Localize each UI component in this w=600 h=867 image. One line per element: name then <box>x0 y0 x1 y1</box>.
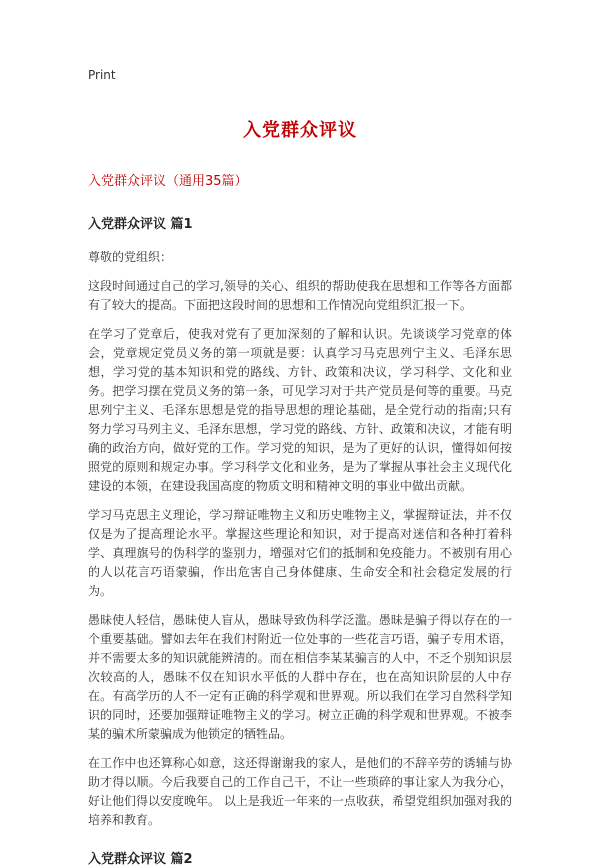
body-paragraph: 在工作中也还算称心如意，这还得谢谢我的家人，是他们的不辞辛劳的诱辅与协助才得以顺。今后我要自己的工作自己干，不让一些琐碎的事让家人为我分心，好让他们得以安度晚年。 以上是我近一年来的一点收获，希望党组织加强对我的培养和教育。 <box>88 756 512 827</box>
body-paragraph: 愚昧使人轻信，愚昧使人盲从，愚昧导致伪科学泛滥。愚昧是骗子得以存在的一个重要基础。譬如去年在我们村附近一位处事的一些花言巧语，骗子专用术语，并不需要太多的知识就能辨清的。而在相信李某某骗言的人中，不乏个别知识层次较高的人，愚昧不仅在知识水平低的人群中存在，也在高知识阶层的人中存在。有高学历的人不一定有正确的科学观和世界观。所以我们在学习自然科学知识的同时，还要加强辩证唯物主义的学习。树立正确的科学观和世界观。不被李某的骗术所蒙骗成为他锁定的牺牲品。 <box>88 613 512 741</box>
body-paragraph: 学习马克思主义理论，学习辩证唯物主义和历史唯物主义，掌握辩证法，并不仅仅是为了提高理论水平。掌握这些理论和知识，对于提高对迷信和各种打着科学、真理旗号的伪科学的鉴别力，增强对它们的抵制和免疫能力。不被别有用心的人以花言巧语蒙骗，作出危害自己身体健康、生命安全和社会稳定发展的行为。 <box>88 508 512 598</box>
body-paragraph: 这段时间通过自己的学习,领导的关心、组织的帮助使我在思想和工作等各方面都有了较大的提高。下面把这段时间的思想和工作情况向党组织汇报一下。 <box>88 279 512 312</box>
salutation: 尊敬的党组织： <box>88 250 173 264</box>
section-1-heading: 入党群众评议 篇1 <box>88 217 193 232</box>
print-button[interactable]: Print <box>88 68 116 82</box>
section-2-heading: 入党群众评议 篇2 <box>88 852 193 867</box>
document-title: 入党群众评议 <box>243 120 357 141</box>
document-subtitle: 入党群众评议（通用35篇） <box>88 174 248 189</box>
body-paragraph: 在学习了党章后，使我对党有了更加深刻的了解和认识。先谈谈学习党章的体会，党章规定党员义务的第一项就是要：认真学习马克思列宁主义、毛泽东思想，学习党的基本知识和党的路线、方针、政策和决议，学习科学、文化和业务。把学习摆在党员义务的第一条，可见学习对于共产党员是何等的重要。马克思列宁主义、毛泽东思想是党的指导思想的理论基础，是全党行动的指南;只有努力学习马列主义、毛泽东思想，学习党的路线、方针、政策和决议，才能有明确的政治方向，做好党的工作。学习党的知识，是为了更好的认识，懂得如何按照党的原则和规定办事。学习科学文化和业务，是为了掌握从事社会主义现代化建设的本领，在建设我国高度的物质文明和精神文明的事业中做出贡献。 <box>88 327 512 493</box>
